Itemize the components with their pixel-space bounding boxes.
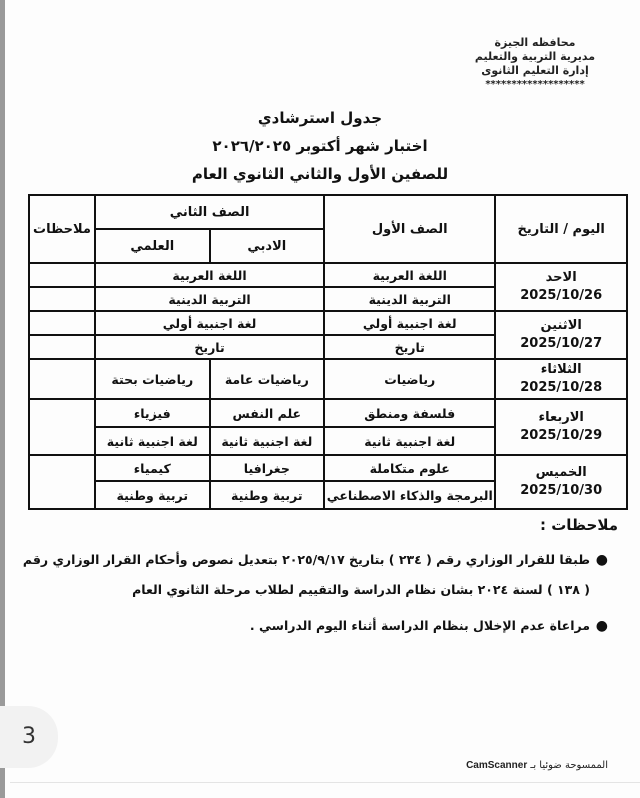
day-cell — [495, 263, 627, 311]
day-cell — [495, 455, 627, 509]
day-date: 2025/10/27 — [520, 336, 603, 351]
governorate: محافظه الجيزة — [494, 36, 576, 49]
document-titles — [0, 104, 640, 188]
stars-divider: ******************* — [485, 79, 585, 90]
notes-heading: ملاحظات : — [539, 516, 618, 534]
day-name: الاثنين — [540, 318, 582, 333]
title-line-2: اختبار شهر أكتوبر ٢٠٢٦/٢٠٢٥ — [212, 137, 428, 155]
header-row — [29, 195, 627, 229]
notes-cell — [29, 399, 95, 455]
note-item — [22, 545, 612, 605]
scanner-brand: CamScanner — [466, 760, 528, 771]
notes-cell — [29, 335, 95, 359]
scientific-subject: كيمياء — [95, 455, 210, 481]
title-line-1: جدول استرشادي — [257, 109, 383, 127]
scientific-subject: فيزياء — [95, 399, 210, 427]
day-name: الثلاثاء — [540, 362, 582, 377]
directorate: مديرية التربية والتعليم — [474, 50, 596, 63]
page-number-badge: 3 — [0, 706, 58, 768]
day-date: 2025/10/26 — [520, 288, 603, 303]
grade1-subject: رياضيات — [324, 359, 495, 399]
scientific-subject: لغة اجنبية ثانية — [95, 427, 210, 455]
exam-schedule-table — [28, 194, 628, 510]
header-literary: الادبي — [210, 229, 325, 263]
day-cell — [495, 311, 627, 359]
day-name: الاحد — [545, 270, 577, 285]
note-text: طبقا للقرار الوزاري رقم ( ٢٣٤ ) بتاريخ ٢٠٢٥/٩/١٧ بتعديل نصوص وأحكام القرار الوزاري رقم ( ١٣٨ ) لسنة ٢٠٢٤ بشان نظام الدراسة والتقييم لطلاب مرحلة الثانوي العام — [22, 552, 590, 597]
table-row — [29, 311, 627, 335]
scientific-subject: رياضيات بحتة — [95, 359, 210, 399]
table-row — [29, 399, 627, 427]
day-name: الخميس — [535, 465, 587, 480]
notes-list — [22, 545, 612, 641]
header-scientific: العلمي — [95, 229, 210, 263]
bullet-icon: ● — [595, 552, 608, 568]
grade1-subject: لغة اجنبية أولي — [324, 311, 495, 335]
grade2-subject: اللغة العربية — [95, 263, 324, 287]
grade1-subject: لغة اجنبية ثانية — [324, 427, 495, 455]
grade1-subject: اللغة العربية — [324, 263, 495, 287]
day-date: 2025/10/29 — [520, 428, 603, 443]
table-row — [29, 455, 627, 481]
bullet-icon: ● — [595, 618, 608, 634]
notes-cell — [29, 311, 95, 335]
header-notes: ملاحظات — [29, 195, 95, 263]
grade1-subject: التربية الدينية — [324, 287, 495, 311]
divider — [10, 782, 640, 783]
day-cell — [495, 359, 627, 399]
notes-cell — [29, 359, 95, 399]
scanner-watermark — [466, 760, 608, 771]
grade2-subject: تاريخ — [95, 335, 324, 359]
literary-subject: لغة اجنبية ثانية — [210, 427, 325, 455]
day-name: الاربعاء — [538, 410, 584, 425]
header-grade1: الصف الأول — [324, 195, 495, 263]
day-cell — [495, 399, 627, 455]
grade1-subject: تاريخ — [324, 335, 495, 359]
literary-subject: جغرافيا — [210, 455, 325, 481]
title-line-3: للصفين الأول والثاني الثانوي العام — [191, 165, 449, 183]
administration: إدارة التعليم الثانوى — [481, 64, 589, 77]
header-day-date: اليوم / التاريخ — [495, 195, 627, 263]
header-grade2: الصف الثاني — [95, 195, 324, 229]
scanner-prefix: الممسوحة ضوئيا بـ — [530, 760, 608, 771]
literary-subject: تربية وطنية — [210, 481, 325, 509]
notes-cell — [29, 455, 95, 509]
literary-subject: رياضيات عامة — [210, 359, 325, 399]
grade2-subject: التربية الدينية — [95, 287, 324, 311]
grade1-subject: البرمجة والذكاء الاصطناعي — [324, 481, 495, 509]
table-row — [29, 263, 627, 287]
note-item — [22, 611, 612, 641]
grade2-subject: لغة اجنبية أولي — [95, 311, 324, 335]
grade1-subject: علوم متكاملة — [324, 455, 495, 481]
note-text: مراعاة عدم الإخلال بنظام الدراسة أثناء اليوم الدراسي . — [249, 618, 590, 633]
notes-cell — [29, 287, 95, 311]
letterhead — [460, 36, 610, 92]
day-date: 2025/10/30 — [520, 483, 603, 498]
day-date: 2025/10/28 — [520, 380, 603, 395]
scientific-subject: تربية وطنية — [95, 481, 210, 509]
literary-subject: علم النفس — [210, 399, 325, 427]
table-row — [29, 359, 627, 399]
notes-cell — [29, 263, 95, 287]
grade1-subject: فلسفة ومنطق — [324, 399, 495, 427]
